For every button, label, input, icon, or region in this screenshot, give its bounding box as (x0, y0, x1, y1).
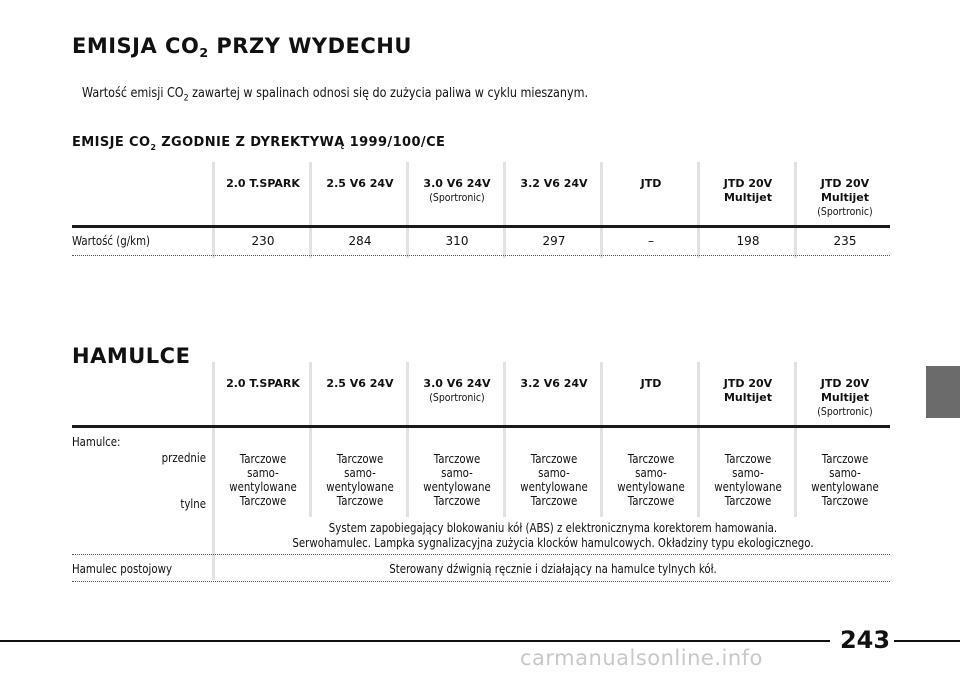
footer-rule (0, 640, 830, 642)
page-title: EMISJA $CO_2$ PRZY WYDECHU (72, 34, 412, 60)
row-divider (72, 581, 890, 582)
emission-value: – (648, 234, 654, 248)
emission-value: 284 (348, 234, 372, 248)
emission-value: 297 (542, 234, 566, 248)
column-header: 2.0 T.SPARK (226, 177, 300, 190)
section-tab-marker (926, 366, 960, 418)
brakes-note: System zapobiegający blokowaniu kół (ABS) z elektronicznyma korektorem hamowania. Serwohamulec. Lampka sygnalizacyjna zużycia klocków hamulcowych. Okładziny typu ekologicznego. (292, 521, 814, 550)
column-header: JTD 20V Multijet (Sportronic) (817, 377, 873, 418)
emission-value: 235 (833, 234, 857, 248)
row-divider (72, 554, 890, 555)
column-header: 2.0 T.SPARK (226, 377, 300, 390)
brake-spec: Tarczowe samo- wentylowane Tarczowe (229, 452, 297, 508)
column-header: JTD 20V Multijet (723, 377, 773, 404)
column-header: 3.0 V6 24V (Sportronic) (423, 177, 491, 204)
page-number: 243 (836, 626, 894, 654)
column-header: 3.0 V6 24V (Sportronic) (423, 377, 491, 404)
row-divider (72, 255, 890, 256)
column-header: JTD 20V Multijet (723, 177, 773, 204)
brake-spec: Tarczowe samo- wentylowane Tarczowe (423, 452, 491, 508)
column-header: 2.5 V6 24V (326, 377, 394, 390)
rear-brakes-label: tylne (180, 497, 206, 511)
watermark: carmanualsonline.info (520, 646, 763, 670)
parking-brake-label: Hamulec postojowy (72, 562, 173, 576)
column-header: JTD (640, 377, 662, 390)
row-label: Wartość (g/km) (72, 234, 151, 248)
front-brakes-label: przednie (161, 451, 206, 465)
brake-spec: Tarczowe samo- wentylowane Tarczowe (326, 452, 394, 508)
parking-brake-value: Sterowany dźwignią ręcznie i działający na hamulce tylnych kół. (389, 562, 717, 576)
emission-value: 198 (736, 234, 760, 248)
table-rule (72, 225, 890, 228)
column-header: JTD (640, 177, 662, 190)
table-rule (72, 425, 890, 428)
intro-text: Wartość emisji $CO_2$ zawartej w spalinach odnosi się do zużycia paliwa w cyklu mieszanym. (82, 86, 589, 104)
brake-spec: Tarczowe samo- wentylowane Tarczowe (811, 452, 879, 508)
brake-spec: Tarczowe samo- wentylowane Tarczowe (520, 452, 588, 508)
emissions-heading: EMISJE $CO_2$ ZGODNIE Z DYREKTYWĄ 1999/100/CE (72, 135, 446, 152)
column-header: JTD 20V Multijet (Sportronic) (817, 177, 873, 218)
brake-spec: Tarczowe samo- wentylowane Tarczowe (714, 452, 782, 508)
brake-spec: Tarczowe samo- wentylowane Tarczowe (617, 452, 685, 508)
brakes-label: Hamulce: (72, 435, 121, 449)
column-header: 3.2 V6 24V (520, 177, 588, 190)
brakes-heading: HAMULCE (72, 344, 191, 368)
column-header: 3.2 V6 24V (520, 377, 588, 390)
column-header: 2.5 V6 24V (326, 177, 394, 190)
footer-rule (893, 640, 960, 642)
emission-value: 230 (251, 234, 275, 248)
emission-value: 310 (445, 234, 469, 248)
